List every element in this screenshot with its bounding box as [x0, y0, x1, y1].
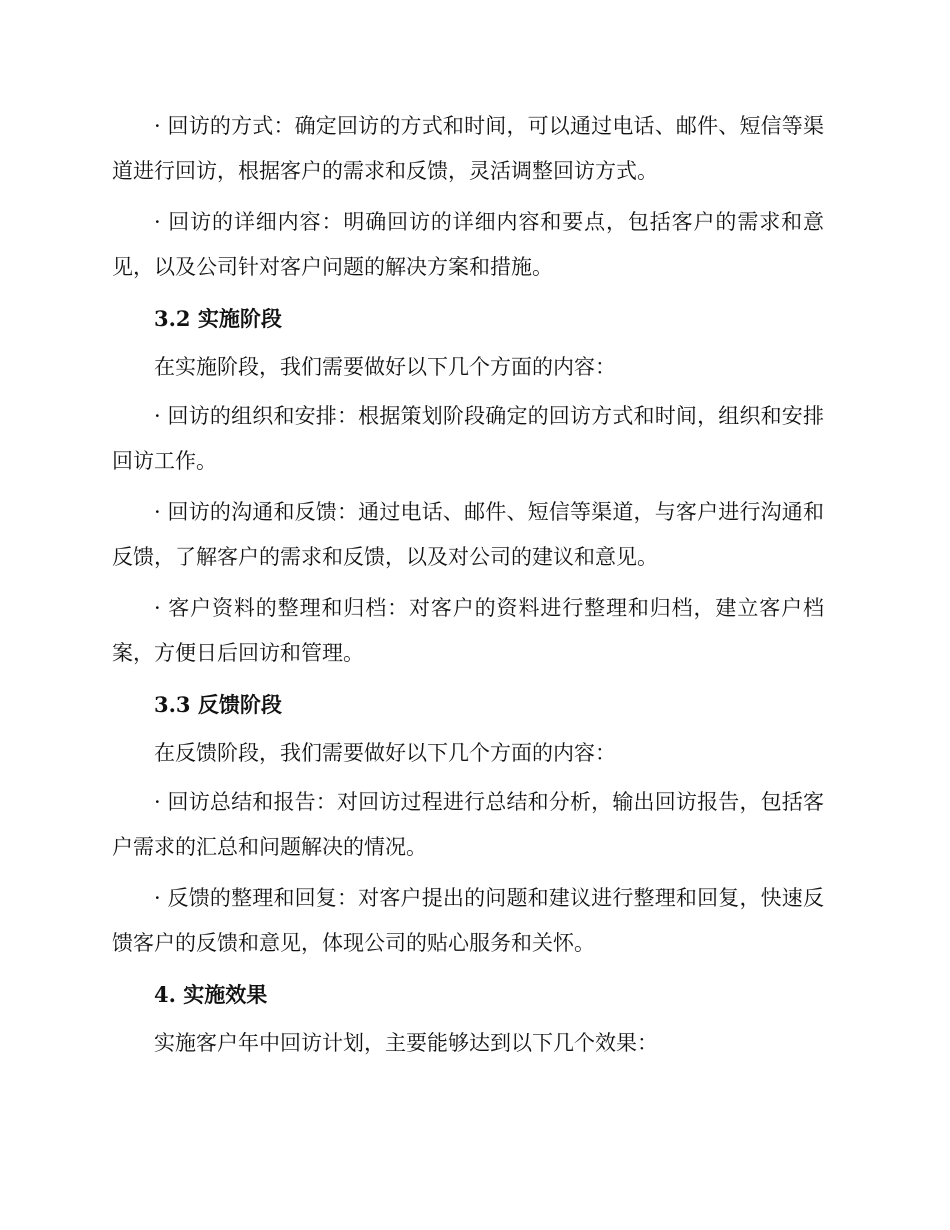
effects-intro: 实施客户年中回访计划，主要能够达到以下几个效果： [154, 1031, 658, 1055]
bullet-feedback-reply: · 反馈的整理和回复：对客户提出的问题和建议进行整理和回复，快速反馈客户的反馈和意见，体现公司的贴心服务和关怀。 [112, 886, 824, 955]
bullet-summary-report: · 回访总结和报告：对回访过程进行总结和分析，输出回访报告，包括客户需求的汇总和问题解决的情况。 [112, 790, 824, 859]
bullet-visit-details: · 回访的详细内容：明确回访的详细内容和要点，包括客户的需求和意见，以及公司针对客户问题的解决方案和措施。 [112, 210, 824, 279]
bullet-archiving: · 客户资料的整理和归档：对客户的资料进行整理和归档，建立客户档案，方便日后回访和管理。 [112, 596, 824, 665]
implementation-intro: 在实施阶段，我们需要做好以下几个方面的内容： [154, 355, 616, 379]
bullet-visit-method: · 回访的方式：确定回访的方式和时间，可以通过电话、邮件、短信等渠道进行回访，根据客户的需求和反馈，灵活调整回访方式。 [112, 114, 824, 183]
heading-3-2: 3.2 实施阶段 [154, 306, 282, 331]
heading-3-3: 3.3 反馈阶段 [154, 692, 282, 717]
heading-4: 4. 实施效果 [154, 982, 268, 1007]
document-page [112, 104, 824, 1070]
feedback-intro: 在反馈阶段，我们需要做好以下几个方面的内容： [154, 741, 616, 765]
bullet-communication: · 回访的沟通和反馈：通过电话、邮件、短信等渠道，与客户进行沟通和反馈，了解客户的需求和反馈，以及对公司的建议和意见。 [112, 500, 824, 569]
bullet-organization: · 回访的组织和安排：根据策划阶段确定的回访方式和时间，组织和安排回访工作。 [112, 404, 824, 473]
